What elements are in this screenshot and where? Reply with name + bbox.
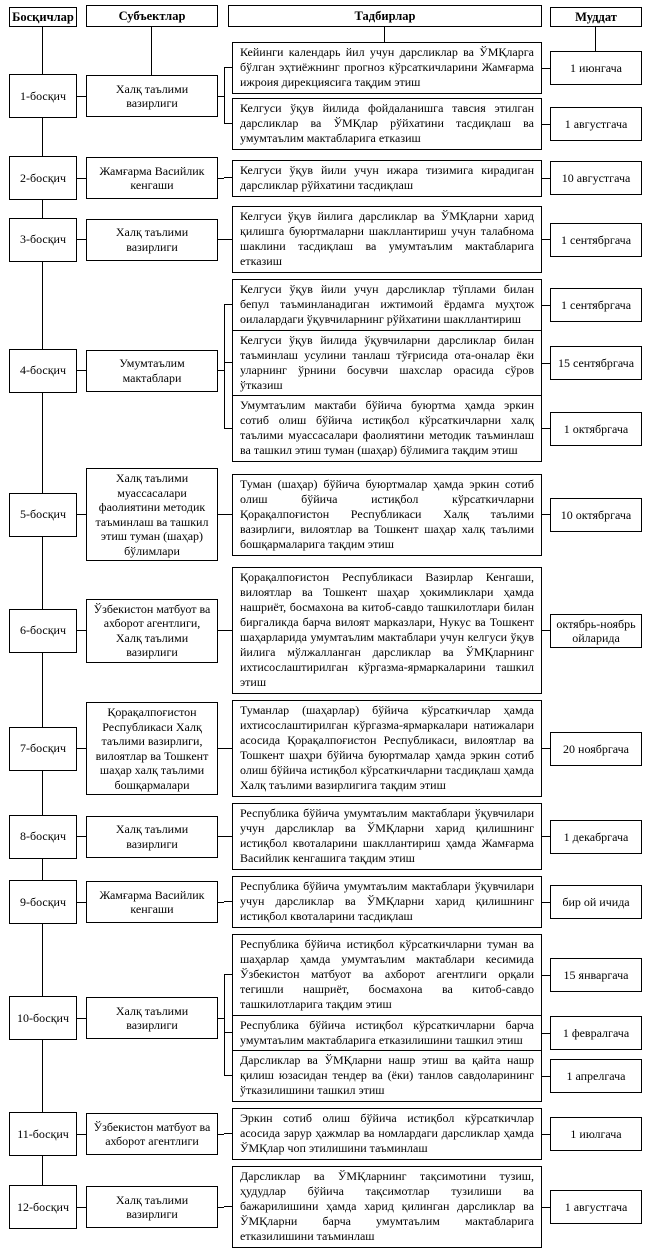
activity-box: Республика бўйича истиқбол кўрсаткичларни туман ва шаҳарлар ҳамда умумтаълим мактаблари кесимида Ўзбекистон матбуот ва ахборот агентлиги орқали тегишли нашриёт, босмахона ва китоб-савдо ташкилотларига тақдим этиш (232, 934, 542, 1016)
process-row (0, 700, 659, 797)
activity-row (224, 1015, 642, 1052)
activities-group (224, 279, 642, 462)
subject-box: Халқ таълими вазирлиги (86, 219, 218, 261)
activity-box: Республика бўйича истиқбол кўрсаткичларни барча умумтаълим мактабларига етказилишини ташкил этиш (232, 1015, 542, 1052)
branch-connector (224, 1108, 232, 1160)
deadline-cell (550, 1059, 642, 1093)
connector-line (384, 27, 385, 42)
process-row (0, 279, 659, 462)
activities-group (224, 1166, 642, 1248)
activity-deadline-connector (542, 836, 550, 837)
subject-cell (86, 1113, 218, 1155)
column-headers (0, 5, 659, 29)
deadline-cell (550, 107, 642, 141)
subject-cell (86, 219, 218, 261)
activity-row (224, 1108, 642, 1160)
deadline-box: 1 июнгача (550, 51, 642, 85)
activity-row (224, 160, 642, 197)
activities-group (224, 474, 642, 556)
subject-box: Жамғарма Васийлик кенгаши (86, 881, 218, 923)
stage-subject-connector (77, 836, 86, 837)
branch-connector (224, 330, 232, 397)
deadline-box: 1 июлгача (550, 1117, 642, 1151)
deadline-cell (550, 958, 642, 992)
activity-row (224, 330, 642, 397)
stage-subject-connector (77, 1134, 86, 1135)
activities-group (224, 803, 642, 870)
activities-group (224, 42, 642, 150)
subject-box: Халқ таълими вазирлиги (86, 1186, 218, 1228)
deadline-box: 1 августгача (550, 107, 642, 141)
process-row (0, 1108, 659, 1160)
activity-deadline-connector (542, 748, 550, 749)
stage-cell (9, 727, 77, 771)
activity-box: Дарсликлар ва ЎМҚларнинг тақсимотини тузиш, ҳудудлар бўйича тақсимотлар тузилиши ва бажарилишини ҳамда харид қилинган дарсликлар ва ЎМҚларни барча умумтаълим мактабларига етказилишини таъминлаш (232, 1166, 542, 1248)
activity-row (224, 474, 642, 556)
subject-box: Умумтаълим мактаблари (86, 350, 218, 392)
activity-row (224, 1166, 642, 1248)
activity-row (224, 1050, 642, 1102)
subject-box: Ўзбекистон матбуот ва ахборот агентлиги (86, 1113, 218, 1155)
activity-row (224, 567, 642, 694)
process-row (0, 156, 659, 200)
branch-connector (224, 395, 232, 462)
stage-subject-connector (77, 630, 86, 631)
subject-cell (86, 702, 218, 795)
stage-box: 12-босқич (9, 1185, 77, 1229)
activity-box: Келгуси ўқув йилида фойдаланишга тавсия этилган дарсликлар ва ЎМҚлар рўйхатини тасдиқлаш ва умумтаълим мактабларига етказиш (232, 98, 542, 150)
activities-group (224, 1108, 642, 1160)
column-header-subjects: Субъектлар (86, 5, 218, 27)
activity-deadline-connector (542, 178, 550, 179)
stage-subject-connector (77, 1207, 86, 1208)
activity-deadline-connector (542, 514, 550, 515)
activity-box: Келгуси ўқув йилига дарсликлар ва ЎМҚларни харид қилишга буюртмаларни шакллантириш учун талабнома шаклини тасдиқлаш ва умумтаълим мактабларига етказиш (232, 206, 542, 273)
deadline-cell (550, 223, 642, 257)
activity-box: Умумтаълим мактаби бўйича буюртма ҳамда эркин сотиб олиш бўйича истиқбол кўрсаткичларни халқ таълими муассасалари фаолиятини методик таъминлаш ва ташкил этиш туман (шаҳар) бўлимига тақдим этиш (232, 395, 542, 462)
deadline-box: 10 августгача (550, 161, 642, 195)
process-row (0, 206, 659, 273)
process-row (0, 1166, 659, 1248)
branch-connector (224, 42, 232, 94)
deadline-cell (550, 1117, 642, 1151)
process-row (0, 567, 659, 694)
branch-connector (224, 1166, 232, 1248)
activity-row (224, 803, 642, 870)
activity-deadline-connector (542, 902, 550, 903)
process-row (0, 934, 659, 1102)
stage-box: 3-босқич (9, 218, 77, 262)
activity-deadline-connector (542, 1134, 550, 1135)
stage-cell (9, 880, 77, 924)
stage-box: 2-босқич (9, 156, 77, 200)
stage-cell (9, 1112, 77, 1156)
activity-box: Республика бўйича умумтаълим мактаблари ўқувчилари учун дарсликлар ва ЎМҚларни харид қилишнинг истиқбол квоталарини шакллантириш ҳамда Жамғарма Васийлик кенгашига тақдим этиш (232, 803, 542, 870)
deadline-cell (550, 1190, 642, 1224)
activity-deadline-connector (542, 68, 550, 69)
stage-subject-connector (77, 1018, 86, 1019)
stage-subject-connector (77, 514, 86, 515)
stage-box: 7-босқич (9, 727, 77, 771)
flowchart-rows (0, 42, 659, 1248)
deadline-cell (550, 161, 642, 195)
branch-connector (224, 803, 232, 870)
activity-box: Дарсликлар ва ЎМҚларни нашр этиш ва қайта нашр қилиш юзасидан тендер ва (ёки) танлов савдоларининг ўтказилишини ташкил этиш (232, 1050, 542, 1102)
activity-deadline-connector (542, 363, 550, 364)
activity-deadline-connector (542, 1033, 550, 1034)
stage-box: 10-босқич (9, 996, 77, 1040)
subject-box: Жамғарма Васийлик кенгаши (86, 157, 218, 199)
stage-subject-connector (77, 370, 86, 371)
subject-cell (86, 350, 218, 392)
activity-box: Келгуси ўқув йили учун ижара тизимига кирадиган дарсликлар рўйхатини тасдиқлаш (232, 160, 542, 197)
deadline-cell (550, 820, 642, 854)
subject-cell (86, 75, 218, 117)
deadline-cell (550, 885, 642, 919)
activity-row (224, 934, 642, 1016)
process-row (0, 876, 659, 928)
column-header-activities: Тадбирлар (228, 5, 542, 27)
process-row (0, 42, 659, 150)
branch-connector (224, 567, 232, 694)
activity-box: Қорақалпоғистон Республикаси Вазирлар Кенгаши, вилоятлар ва Тошкент шаҳар ҳокимликлари ҳамда нашриёт, босмахона ва китоб-савдо ташкилотлари билан биргаликда барча вилоят марказлари, Нукус ва Тошкент шаҳарларида умумтаълим мактаблари учун келгуси ўқув йилига мўлжалланган дарсликлар ва ЎМҚларнинг ихтисослаштирилган кўргазма-ярмаркаларини ташкил этиш (232, 567, 542, 694)
activity-row (224, 42, 642, 94)
activity-row (224, 395, 642, 462)
deadline-box: октябрь-ноябрь ойларида (550, 614, 642, 648)
activity-deadline-connector (542, 1207, 550, 1208)
activities-group (224, 700, 642, 797)
deadline-cell (550, 732, 642, 766)
activities-group (224, 160, 642, 197)
stage-box: 5-босқич (9, 493, 77, 537)
deadline-box: 10 октябргача (550, 498, 642, 532)
subject-box: Халқ таълими вазирлиги (86, 997, 218, 1039)
activity-box: Туманлар (шаҳарлар) бўйича кўрсаткичлар ҳамда ихтисослаштирилган кўргазма-ярмаркалари натижалари асосида Қорақалпоғистон Республикаси, вилоятлар ва Тошкент шаҳри бўйича буюртмалар ҳамда эркин сотиб олиш бўйича истиқбол кўрсаткичларни тасдиқлаш ҳамда Халқ таълими вазирлигига тақдим этиш (232, 700, 542, 797)
activity-row (224, 279, 642, 331)
stage-subject-connector (77, 902, 86, 903)
subject-cell (86, 816, 218, 858)
stage-subject-connector (77, 748, 86, 749)
activity-row (224, 206, 642, 273)
activity-deadline-connector (542, 1076, 550, 1077)
branch-connector (224, 934, 232, 1016)
branch-connector (224, 98, 232, 150)
activities-group (224, 934, 642, 1102)
subject-box: Халқ таълими муассасалари фаолиятини методик таъминлаш ва ташкил этиш туман (шаҳар) бўлимлари (86, 468, 218, 561)
branch-connector (224, 474, 232, 556)
subject-cell (86, 157, 218, 199)
deadline-box: 1 февралгача (550, 1016, 642, 1050)
activities-group (224, 567, 642, 694)
deadline-box: 15 сентябргача (550, 346, 642, 380)
activity-row (224, 876, 642, 928)
stage-box: 1-босқич (9, 74, 77, 118)
activity-box: Эркин сотиб олиш бўйича истиқбол кўрсаткичлар асосида зарур ҳажмлар ва номлардаги дарсликлар ҳамда ЎМҚлар чоп этилишини таъминлаш (232, 1108, 542, 1160)
activity-deadline-connector (542, 630, 550, 631)
deadline-cell (550, 614, 642, 648)
deadline-box: 1 августгача (550, 1190, 642, 1224)
activity-box: Келгуси ўқув йилида ўқувчиларни дарсликлар билан таъминлаш усулини танлаш тўғрисида ота-оналар ёки уларнинг ўрнини босувчи шахслар орасида сўров ўтказиш (232, 330, 542, 397)
process-row (0, 803, 659, 870)
branch-connector (224, 700, 232, 797)
deadline-cell (550, 412, 642, 446)
stage-cell (9, 218, 77, 262)
branch-connector (224, 206, 232, 273)
activity-deadline-connector (542, 305, 550, 306)
stage-subject-connector (77, 239, 86, 240)
stage-cell (9, 1185, 77, 1229)
stage-box: 11-босқич (9, 1112, 77, 1156)
deadline-box: бир ой ичида (550, 885, 642, 919)
activity-row (224, 98, 642, 150)
stage-cell (9, 156, 77, 200)
deadline-box: 1 апрелгача (550, 1059, 642, 1093)
deadline-box: 1 сентябргача (550, 288, 642, 322)
stage-cell (9, 349, 77, 393)
activity-deadline-connector (542, 239, 550, 240)
activity-row (224, 700, 642, 797)
subject-cell (86, 1186, 218, 1228)
subject-cell (86, 881, 218, 923)
stage-cell (9, 74, 77, 118)
deadline-cell (550, 1016, 642, 1050)
subject-cell (86, 468, 218, 561)
activity-box: Кейинги календарь йил учун дарсликлар ва ЎМҚларга бўлган эҳтиёжнинг прогноз кўрсаткичларини Жамғарма ижроия дирекциясига тақдим этиш (232, 42, 542, 94)
subject-box: Қорақалпоғистон Республикаси Халқ таълими вазирлиги, вилоятлар ва Тошкент шаҳар халқ таълими бошқармалари (86, 702, 218, 795)
activity-box: Туман (шаҳар) бўйича буюртмалар ҳамда эркин сотиб олиш бўйича истиқбол кўрсаткичларни Қорақалпоғистон Республикаси Халқ таълими вазирлиги, вилоятлар ва Тошкент шаҳар халқ таълими бошқармаларига тақдим этиш (232, 474, 542, 556)
deadline-box: 15 январгача (550, 958, 642, 992)
deadline-cell (550, 288, 642, 322)
branch-connector (224, 279, 232, 331)
subject-cell (86, 997, 218, 1039)
stage-box: 9-босқич (9, 880, 77, 924)
subject-box: Халқ таълими вазирлиги (86, 816, 218, 858)
subject-box: Халқ таълими вазирлиги (86, 75, 218, 117)
stage-subject-connector (77, 96, 86, 97)
activity-deadline-connector (542, 428, 550, 429)
branch-connector (224, 876, 232, 928)
stage-box: 4-босқич (9, 349, 77, 393)
column-header-deadline: Муддат (550, 7, 642, 27)
branch-connector (224, 1015, 232, 1052)
deadline-box: 20 ноябргача (550, 732, 642, 766)
activities-group (224, 206, 642, 273)
branch-connector (224, 1050, 232, 1102)
deadline-box: 1 декабргача (550, 820, 642, 854)
stage-cell (9, 609, 77, 653)
activities-group (224, 876, 642, 928)
branch-connector (224, 160, 232, 197)
activity-box: Республика бўйича умумтаълим мактаблари ўқувчилари учун дарсликлар ва ЎМҚларни харид қилишнинг истиқбол квоталарини тасдиқлаш (232, 876, 542, 928)
stage-cell (9, 815, 77, 859)
stage-cell (9, 493, 77, 537)
subject-box: Ўзбекистон матбуот ва ахборот агентлиги, Халқ таълими вазирлиги (86, 599, 218, 663)
stage-box: 6-босқич (9, 609, 77, 653)
deadline-box: 1 октябргача (550, 412, 642, 446)
deadline-cell (550, 346, 642, 380)
stage-box: 8-босқич (9, 815, 77, 859)
activity-box: Келгуси ўқув йили учун дарсликлар тўплами билан бепул таъминланадиган ижтимоий ёрдамга муҳтож оилалардаги ўқувчиларнинг рўйхатини шакллантириш (232, 279, 542, 331)
activity-deadline-connector (542, 975, 550, 976)
column-header-stages: Босқичлар (9, 7, 77, 27)
deadline-cell (550, 51, 642, 85)
deadline-box: 1 сентябргача (550, 223, 642, 257)
stage-subject-connector (77, 178, 86, 179)
process-row (0, 468, 659, 561)
deadline-cell (550, 498, 642, 532)
activity-deadline-connector (542, 124, 550, 125)
stage-cell (9, 996, 77, 1040)
subject-cell (86, 599, 218, 663)
